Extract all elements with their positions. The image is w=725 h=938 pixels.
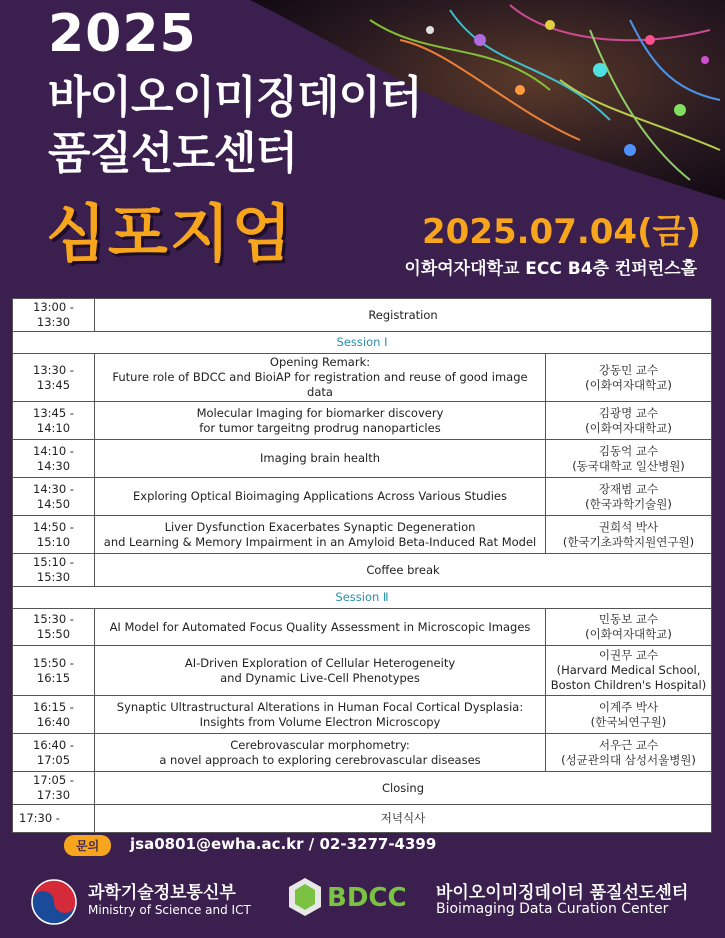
event-year: 2025 — [48, 4, 197, 64]
table-row — [13, 772, 712, 805]
speaker-affiliation: (동국대학교 일산병원) — [572, 458, 685, 473]
speaker-name: 민동보 교수 — [598, 612, 659, 626]
table-row — [13, 516, 712, 554]
table-row — [13, 646, 712, 696]
table-row — [13, 609, 712, 646]
session-header-row — [13, 587, 712, 609]
speaker-affiliation: (한국과학기술원) — [585, 496, 672, 511]
table-row — [13, 440, 712, 478]
speaker-name: 장재범 교수 — [598, 481, 659, 496]
speaker-affiliation: (Harvard Medical School, — [556, 663, 701, 677]
speaker-cell — [546, 646, 712, 696]
speaker-name: 권희석 박사 — [598, 519, 659, 534]
session-label: Session Ⅱ — [13, 587, 712, 609]
session-label: Session Ⅰ — [13, 332, 712, 354]
speaker-cell — [546, 696, 712, 734]
title-line: a novel approach to exploring cerebrovascular diseases — [159, 752, 481, 767]
table-row — [13, 354, 712, 402]
speaker-name: 서우근 교수 — [598, 737, 659, 752]
time-cell: 14:10 - 14:30 — [13, 440, 95, 478]
time-cell: 13:45 - 14:10 — [13, 402, 95, 440]
title-cell — [95, 696, 546, 734]
title-cell — [95, 734, 546, 772]
time-cell: 15:30 - 15:50 — [13, 609, 95, 646]
title-line: AI-Driven Exploration of Cellular Heterogeneity — [184, 655, 456, 670]
speaker-affiliation: (이화여자대학교) — [585, 627, 672, 641]
speaker-affiliation: (이화여자대학교) — [585, 420, 672, 435]
contact-badge: 문의 — [64, 835, 111, 856]
title-cell — [95, 646, 546, 696]
time-cell: 16:40 - 17:05 — [13, 734, 95, 772]
table-row — [13, 299, 712, 332]
title-line: Insights from Volume Electron Microscopy — [199, 714, 441, 729]
time-cell: 16:15 - 16:40 — [13, 696, 95, 734]
speaker-name: 이권무 교수 — [598, 648, 659, 662]
title-line: Opening Remark: — [269, 355, 371, 369]
speaker-cell — [546, 734, 712, 772]
table-row — [13, 696, 712, 734]
speaker-cell — [546, 516, 712, 554]
taegeuk-logo-icon — [30, 878, 78, 930]
title-cell: Registration — [95, 299, 712, 332]
event-date: 2025.07.04(금) — [422, 212, 702, 252]
title-line: Liver Dysfunction Exacerbates Synaptic Degeneration — [164, 519, 476, 534]
table-row — [13, 478, 712, 516]
title-line: Synaptic Ultrastructural Alterations in Human Focal Cortical Dysplasia: — [116, 699, 524, 714]
symposium-title: 심포지엄 — [46, 197, 294, 270]
speaker-cell — [546, 440, 712, 478]
time-cell: 15:10 - 15:30 — [13, 554, 95, 587]
bdcc-logo-icon — [287, 876, 427, 926]
speaker-cell — [546, 354, 712, 402]
time-cell: 14:30 - 14:50 — [13, 478, 95, 516]
event-venue: 이화여자대학교 ECC B4층 컨퍼런스홀 — [404, 259, 697, 279]
time-cell: 13:30 - 13:45 — [13, 354, 95, 402]
title-line: Future role of BDCC and BioiAP for registration and reuse of good image data — [112, 370, 528, 399]
title-cell: Exploring Optical Bioimaging Applications Across Various Studies — [95, 478, 546, 516]
contact-info: jsa0801@ewha.ac.kr / 02-3277-4399 — [130, 835, 437, 853]
title-cell: Coffee break — [95, 554, 712, 587]
time-cell: 14:50 - 15:10 — [13, 516, 95, 554]
speaker-affiliation: (이화여자대학교) — [585, 377, 672, 392]
title-cell — [95, 354, 546, 402]
center-name-line2: 품질선도센터 — [48, 128, 298, 179]
speaker-affiliation: (한국기초과학지원연구원) — [562, 534, 695, 549]
msit-name-ko: 과학기술정보통신부 — [88, 883, 236, 903]
speaker-affiliation: (한국뇌연구원) — [590, 714, 667, 729]
time-cell: 17:05 - 17:30 — [13, 772, 95, 805]
speaker-cell — [546, 402, 712, 440]
speaker-cell — [546, 609, 712, 646]
speaker-name: 김광명 교수 — [598, 405, 659, 420]
title-cell: AI Model for Automated Focus Quality Assessment in Microscopic Images — [95, 609, 546, 646]
schedule-table — [12, 298, 712, 833]
table-row — [13, 805, 712, 833]
speaker-name: 김동억 교수 — [598, 443, 659, 458]
time-cell: 17:30 - — [13, 805, 95, 833]
bdcc-logo-text: BDCC — [327, 883, 407, 913]
title-line: and Dynamic Live-Cell Phenotypes — [220, 670, 420, 685]
title-line: Molecular Imaging for biomarker discovery — [196, 405, 444, 420]
speaker-affiliation: (성균관의대 삼성서울병원) — [561, 752, 696, 767]
title-line: Cerebrovascular morphometry: — [230, 737, 410, 752]
session-header-row — [13, 332, 712, 354]
title-cell: Closing — [95, 772, 712, 805]
title-cell: Imaging brain health — [95, 440, 546, 478]
title-line: and Learning & Memory Impairment in an Amyloid Beta-Induced Rat Model — [103, 534, 537, 549]
footer — [0, 866, 725, 938]
speaker-name: 이계주 박사 — [598, 699, 659, 714]
bdcc-name-en: Bioimaging Data Curation Center — [436, 901, 669, 917]
speaker-affiliation: Boston Children's Hospital) — [550, 678, 707, 692]
title-line: for tumor targeitng prodrug nanoparticles — [199, 420, 441, 435]
center-name-line1: 바이오이미징데이터 — [48, 72, 422, 123]
time-cell: 15:50 - 16:15 — [13, 646, 95, 696]
time-cell: 13:00 - 13:30 — [13, 299, 95, 332]
msit-name-en: Ministry of Science and ICT — [88, 903, 251, 917]
speaker-name: 강동민 교수 — [598, 362, 659, 377]
title-cell — [95, 402, 546, 440]
title-cell — [95, 516, 546, 554]
speaker-cell — [546, 478, 712, 516]
title-cell: 저녁식사 — [95, 805, 712, 833]
table-row — [13, 734, 712, 772]
table-row — [13, 554, 712, 587]
center-name — [48, 70, 422, 182]
bdcc-name-ko: 바이오이미징데이터 품질선도센터 — [436, 883, 689, 903]
table-row — [13, 402, 712, 440]
